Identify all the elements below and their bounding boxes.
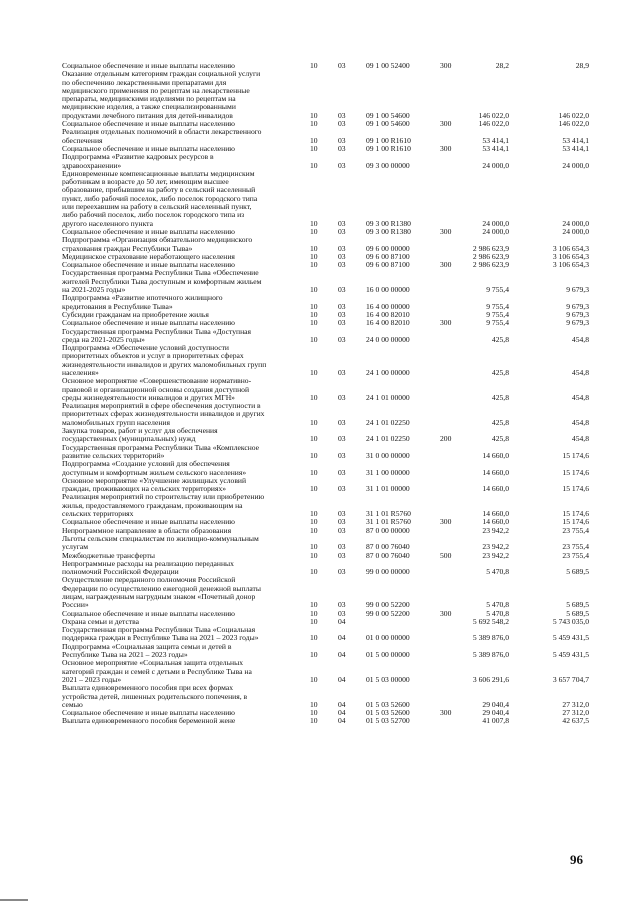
row-amount-year2: 3 106 654,3	[552, 243, 589, 253]
table-row	[0, 128, 640, 145]
row-name: Единовременные компенсационные выплаты медицинским работникам в возрасте до 50 лет, имеющим высшее образование, прибывшим на работу в сельский населенный пункт, либо рабочий поселок, либо поселок городского типа или переехавшим на работу в сельский населенный пункт, либо рабочий поселок, либо поселок городского типа из другого населенного пункта	[62, 168, 258, 228]
row-target-code: 09 6 00 00000	[366, 243, 410, 253]
row-amount-year2: 9 679,3	[566, 301, 589, 311]
row-name: Подпрограмма «Социальная защита семьи и детей в Республике Тыва на 2021 – 2023 годы»	[62, 641, 232, 660]
row-amount-year2: 23 755,4	[562, 525, 589, 535]
row-section: 10	[310, 160, 318, 170]
budget-table	[0, 62, 640, 726]
row-subsection: 03	[338, 160, 346, 170]
row-name: Реализация отдельных полномочий в области лекарственного обеспечения	[62, 127, 262, 145]
row-section: 10	[310, 600, 318, 610]
table-row	[0, 460, 640, 477]
row-amount-year1: 425,8	[491, 434, 509, 444]
table-row	[0, 576, 640, 609]
table-row	[0, 377, 640, 402]
row-target-code: 99 0 00 52200	[366, 608, 410, 618]
row-amount-year1: 23 942,2	[482, 542, 509, 552]
row-section: 10	[310, 417, 318, 427]
row-name: Медицинское страхование неработающего населения	[62, 251, 235, 261]
row-amount-year1: 53 414,1	[482, 135, 509, 145]
row-name: Субсидии гражданам на приобретение жилья	[62, 309, 209, 319]
row-subsection: 03	[338, 119, 346, 129]
row-expense-type: 300	[440, 260, 452, 270]
row-amount-year2: 146 022,0	[558, 110, 589, 120]
row-amount-year2: 9 679,3	[566, 285, 589, 295]
row-amount-year1: 425,8	[491, 367, 509, 377]
row-amount-year2: 15 174,6	[562, 450, 589, 460]
row-subsection: 03	[338, 509, 346, 519]
row-target-code: 87 0 00 76040	[366, 542, 410, 552]
table-row	[0, 659, 640, 684]
row-name: Подпрограмма «Развитие кадровых ресурсов в здравоохранении»	[62, 152, 214, 170]
table-row	[0, 493, 640, 518]
row-section: 10	[310, 509, 318, 519]
row-amount-year2: 5 459 431,5	[552, 633, 589, 643]
row-section: 10	[310, 450, 318, 460]
row-section: 10	[310, 110, 318, 120]
table-row	[0, 269, 640, 294]
row-amount-year2: 42 637,5	[562, 716, 589, 726]
row-target-code: 09 6 00 87100	[366, 251, 410, 261]
row-subsection: 03	[338, 135, 346, 145]
row-target-code: 01 5 00 00000	[366, 650, 410, 660]
row-expense-type: 500	[440, 550, 452, 560]
row-amount-year2: 9 679,3	[566, 309, 589, 319]
row-amount-year1: 9 755,4	[486, 301, 509, 311]
row-target-code: 24 1 01 00000	[366, 392, 410, 402]
row-target-code: 24 1 01 02250	[366, 434, 410, 444]
row-subsection: 03	[338, 608, 346, 618]
row-name: Социальное обеспечение и иные выплаты населению	[62, 517, 235, 527]
table-row	[0, 643, 640, 660]
row-subsection: 04	[338, 616, 346, 626]
row-amount-year2: 454,8	[571, 417, 589, 427]
row-expense-type: 300	[440, 226, 452, 236]
row-section: 10	[310, 251, 318, 261]
row-amount-year2: 9 679,3	[566, 318, 589, 328]
row-name: Социальное обеспечение и иные выплаты населению	[62, 608, 235, 618]
scan-mark	[0, 899, 28, 901]
row-section: 10	[310, 260, 318, 270]
row-target-code: 31 0 00 00000	[366, 450, 410, 460]
row-section: 10	[310, 243, 318, 253]
row-name: Межбюджетные трансферты	[62, 550, 155, 560]
row-amount-year2: 53 414,1	[562, 135, 589, 145]
row-subsection: 03	[338, 367, 346, 377]
row-name: Подпрограмма «Организация обязательного медицинского страхования граждан Республики Тыва»	[62, 235, 253, 253]
row-section: 10	[310, 309, 318, 319]
row-amount-year2: 454,8	[571, 434, 589, 444]
row-amount-year2: 27 312,0	[562, 708, 589, 718]
row-amount-year2: 15 174,6	[562, 484, 589, 494]
row-subsection: 04	[338, 699, 346, 709]
row-section: 10	[310, 392, 318, 402]
row-subsection: 03	[338, 61, 346, 70]
row-subsection: 03	[338, 550, 346, 560]
row-amount-year2: 146 022,0	[558, 119, 589, 129]
row-target-code: 31 1 01 R5760	[366, 509, 411, 519]
row-name: Социальное обеспечение и иные выплаты населению	[62, 61, 235, 70]
table-row	[0, 236, 640, 253]
row-amount-year1: 9 755,4	[486, 318, 509, 328]
row-amount-year2: 28,9	[575, 61, 589, 70]
row-target-code: 99 0 00 52200	[366, 600, 410, 610]
row-name: Реализация мероприятий по строительству или приобретению жилья, предоставляемого гражданам, проживающим на сельских территориях	[62, 492, 265, 519]
row-expense-type: 300	[440, 119, 452, 129]
row-expense-type: 300	[440, 143, 452, 153]
row-name: Социальное обеспечение и иные выплаты населению	[62, 260, 235, 270]
row-subsection: 03	[338, 567, 346, 577]
table-row	[0, 477, 640, 494]
table-row	[0, 717, 640, 725]
row-subsection: 03	[338, 243, 346, 253]
row-amount-year1: 9 755,4	[486, 309, 509, 319]
row-subsection: 03	[338, 417, 346, 427]
row-expense-type: 300	[440, 517, 452, 527]
row-name: Оказание отдельным категориям граждан социальной услуги по обеспечению лекарственными препаратами для медицинского применения по рецептам на лекарственные препараты, медицинскими изделиями по рецептам на медицинские изделия, а также специализированными продуктами лечебного питания для детей-инвалидов	[62, 69, 261, 120]
row-target-code: 09 3 00 00000	[366, 160, 410, 170]
row-section: 10	[310, 434, 318, 444]
row-amount-year1: 5 692 548,2	[472, 616, 509, 626]
row-section: 10	[310, 525, 318, 535]
row-target-code: 87 0 00 76040	[366, 550, 410, 560]
row-amount-year1: 23 942,2	[482, 525, 509, 535]
row-subsection: 03	[338, 110, 346, 120]
row-name: Подпрограмма «Обеспечение условий доступности приоритетных объектов и услуг в приоритетных сферах жизнедеятельности инвалидов и других маломобильных групп населения»	[62, 343, 267, 377]
row-amount-year1: 53 414,1	[482, 143, 509, 153]
row-subsection: 03	[338, 218, 346, 228]
row-section: 10	[310, 218, 318, 228]
row-target-code: 99 0 00 00000	[366, 567, 410, 577]
row-amount-year2: 15 174,6	[562, 517, 589, 527]
row-subsection: 03	[338, 525, 346, 535]
row-amount-year1: 5 470,8	[486, 567, 509, 577]
row-target-code: 09 1 00 54600	[366, 110, 410, 120]
row-section: 10	[310, 650, 318, 660]
table-row	[0, 444, 640, 461]
page-number: 96	[570, 852, 583, 867]
row-section: 10	[310, 517, 318, 527]
row-amount-year1: 425,8	[491, 417, 509, 427]
table-row	[0, 684, 640, 709]
row-subsection: 04	[338, 633, 346, 643]
table-row	[0, 153, 640, 170]
table-row	[0, 70, 640, 120]
row-section: 10	[310, 467, 318, 477]
row-name: Социальное обеспечение и иные выплаты населению	[62, 318, 235, 328]
row-subsection: 04	[338, 716, 346, 726]
row-target-code: 24 1 00 00000	[366, 367, 410, 377]
row-amount-year1: 5 470,8	[486, 608, 509, 618]
row-amount-year1: 3 606 291,6	[472, 674, 509, 684]
row-expense-type: 300	[440, 318, 452, 328]
row-amount-year2: 454,8	[571, 392, 589, 402]
row-section: 10	[310, 61, 318, 70]
row-amount-year2: 5 743 035,0	[552, 616, 589, 626]
row-amount-year1: 2 986 623,9	[472, 243, 509, 253]
row-target-code: 01 5 03 52600	[366, 708, 410, 718]
row-name: Непрограммные расходы на реализацию переданных полномочий Российской Федерации	[62, 558, 234, 577]
row-target-code: 24 1 01 02250	[366, 417, 410, 427]
row-subsection: 03	[338, 542, 346, 552]
row-target-code: 09 1 00 R1610	[366, 143, 411, 153]
row-name: Выплата единовременного пособия беременной жене	[62, 716, 236, 726]
row-amount-year1: 28,2	[495, 61, 509, 70]
row-amount-year2: 5 689,5	[566, 600, 589, 610]
row-target-code: 09 6 00 87100	[366, 260, 410, 270]
row-amount-year2: 15 174,6	[562, 509, 589, 519]
row-subsection: 03	[338, 251, 346, 261]
table-row	[0, 328, 640, 345]
table-row	[0, 427, 640, 444]
row-amount-year1: 29 040,4	[482, 708, 509, 718]
row-amount-year1: 425,8	[491, 334, 509, 344]
row-amount-year1: 14 660,0	[482, 509, 509, 519]
row-section: 10	[310, 143, 318, 153]
row-amount-year2: 15 174,6	[562, 467, 589, 477]
row-section: 10	[310, 567, 318, 577]
row-amount-year2: 5 689,5	[566, 608, 589, 618]
row-amount-year1: 146 022,0	[478, 119, 509, 129]
row-subsection: 03	[338, 318, 346, 328]
row-target-code: 31 1 01 R5760	[366, 517, 411, 527]
row-amount-year1: 425,8	[491, 392, 509, 402]
row-section: 10	[310, 674, 318, 684]
table-row	[0, 402, 640, 427]
row-amount-year1: 41 007,8	[482, 716, 509, 726]
row-name: Подпрограмма «Создание условий для обеспечения доступным и комфортным жильем сельского населения»	[62, 459, 247, 477]
row-amount-year2: 3 106 654,3	[552, 260, 589, 270]
row-name: Охрана семьи и детства	[62, 616, 139, 626]
row-target-code: 16 4 00 82010	[366, 309, 410, 319]
row-name: Государственная программа Республики Тыва «Обеспечение жителей Республики Тыва доступным и комфортным жильем на 2021-2025 годы»	[62, 268, 262, 295]
table-row	[0, 535, 640, 552]
row-amount-year2: 3 657 704,7	[552, 674, 589, 684]
row-section: 10	[310, 542, 318, 552]
row-section: 10	[310, 135, 318, 145]
row-section: 10	[310, 699, 318, 709]
row-amount-year1: 14 660,0	[482, 467, 509, 477]
row-subsection: 03	[338, 392, 346, 402]
row-subsection: 03	[338, 334, 346, 344]
row-target-code: 09 1 00 R1610	[366, 135, 411, 145]
row-amount-year1: 146 022,0	[478, 110, 509, 120]
row-target-code: 09 3 00 R1380	[366, 218, 411, 228]
row-subsection: 03	[338, 260, 346, 270]
row-name: Льготы сельским специалистам по жилищно-коммунальным услугам	[62, 533, 259, 552]
row-name: Основное мероприятие «Совершенствование нормативно- правовой и организационной основы создания доступной среды жизнедеятельности инвалидов и других МГН»	[62, 376, 252, 402]
row-name: Основное мероприятие «Улучшение жилищных условий граждан, проживающих на сельских территориях»	[62, 475, 247, 494]
row-name: Социальное обеспечение и иные выплаты населению	[62, 143, 235, 153]
row-subsection: 03	[338, 301, 346, 311]
row-amount-year1: 2 986 623,9	[472, 251, 509, 261]
row-name: Государственная программа Республики Тыва «Доступная среда на 2021-2025 годы»	[62, 326, 252, 344]
row-section: 10	[310, 608, 318, 618]
row-amount-year2: 23 755,4	[562, 542, 589, 552]
row-amount-year2: 3 106 654,3	[552, 251, 589, 261]
row-expense-type: 300	[440, 708, 452, 718]
row-target-code: 16 4 00 00000	[366, 301, 410, 311]
row-name: Непрограммное направление в области образования	[62, 525, 232, 535]
row-amount-year1: 2 986 623,9	[472, 260, 509, 270]
row-target-code: 24 0 00 00000	[366, 334, 410, 344]
row-amount-year1: 14 660,0	[482, 517, 509, 527]
row-target-code: 31 1 01 00000	[366, 484, 410, 494]
row-name: Основное мероприятие «Социальная защита отдельных категорий граждан и семей с детьми в Республике Тыва на 2021 – 2023 годы»	[62, 658, 252, 684]
row-target-code: 09 3 00 R1380	[366, 226, 411, 236]
row-target-code: 01 5 03 00000	[366, 674, 410, 684]
table-row	[0, 294, 640, 311]
row-amount-year1: 5 470,8	[486, 600, 509, 610]
row-name: Социальное обеспечение и иные выплаты населению	[62, 226, 235, 236]
row-subsection: 03	[338, 226, 346, 236]
row-subsection: 04	[338, 708, 346, 718]
row-name: Реализация мероприятий в сфере обеспечения доступности в приоритетных сферах жизнедеятельности инвалидов и других маломобильных групп населения	[62, 401, 265, 427]
row-name: Подпрограмма «Развитие ипотечного жилищного кредитования в Республике Тыва»	[62, 293, 223, 311]
row-amount-year1: 29 040,4	[482, 699, 509, 709]
row-amount-year1: 24 000,0	[482, 218, 509, 228]
row-expense-type: 300	[440, 608, 452, 618]
row-target-code: 16 4 00 82010	[366, 318, 410, 328]
row-section: 10	[310, 716, 318, 726]
row-amount-year2: 454,8	[571, 334, 589, 344]
row-expense-type: 200	[440, 434, 452, 444]
row-section: 10	[310, 119, 318, 129]
row-subsection: 03	[338, 600, 346, 610]
row-name: Социальное обеспечение и иные выплаты населению	[62, 119, 235, 129]
row-amount-year2: 53 414,1	[562, 143, 589, 153]
row-section: 10	[310, 301, 318, 311]
row-subsection: 04	[338, 650, 346, 660]
row-section: 10	[310, 616, 318, 626]
row-section: 10	[310, 285, 318, 295]
row-amount-year1: 14 660,0	[482, 484, 509, 494]
row-amount-year1: 24 000,0	[482, 160, 509, 170]
row-name: Государственная программа Республики Тыва «Социальная поддержка граждан в Республике Тыва на 2021 – 2023 годы»	[62, 625, 259, 643]
row-amount-year1: 5 389 876,0	[472, 650, 509, 660]
table-row	[0, 626, 640, 643]
row-name: Осуществление переданного полномочия Российской Федерации по осуществлению ежегодной денежной выплаты лицам, награжденным нагрудным знаком «Почетный донор России»	[62, 575, 261, 610]
row-subsection: 04	[338, 674, 346, 684]
row-section: 10	[310, 226, 318, 236]
row-name: Государственная программа Республики Тыва «Комплексное развитие сельских территорий»	[62, 442, 260, 460]
row-amount-year2: 23 755,4	[562, 550, 589, 560]
table-row	[0, 560, 640, 577]
row-target-code: 16 0 00 00000	[366, 285, 410, 295]
row-name: Выплата единовременного пособия при всех формах устройства детей, лишенных родительского попечения, в семью	[62, 683, 248, 709]
row-name: Социальное обеспечение и иные выплаты населению	[62, 708, 235, 718]
row-subsection: 03	[338, 143, 346, 153]
table-row	[0, 344, 640, 377]
row-section: 10	[310, 334, 318, 344]
row-amount-year1: 5 389 876,0	[472, 633, 509, 643]
row-section: 10	[310, 484, 318, 494]
row-subsection: 03	[338, 450, 346, 460]
row-section: 10	[310, 633, 318, 643]
row-section: 10	[310, 708, 318, 718]
row-subsection: 03	[338, 484, 346, 494]
table-row	[0, 170, 640, 228]
row-expense-type: 300	[440, 61, 452, 70]
row-amount-year1: 9 755,4	[486, 285, 509, 295]
row-target-code: 09 1 00 52400	[366, 61, 410, 70]
row-section: 10	[310, 550, 318, 560]
row-section: 10	[310, 367, 318, 377]
row-amount-year2: 27 312,0	[562, 699, 589, 709]
row-subsection: 03	[338, 434, 346, 444]
row-amount-year2: 5 459 431,5	[552, 650, 589, 660]
row-target-code: 01 5 03 52700	[366, 716, 410, 726]
row-section: 10	[310, 318, 318, 328]
row-target-code: 01 5 03 52600	[366, 699, 410, 709]
row-name: Закупка товаров, работ и услуг для обеспечения государственных (муниципальных) нужд	[62, 426, 218, 444]
row-amount-year2: 5 689,5	[566, 567, 589, 577]
row-subsection: 03	[338, 285, 346, 295]
row-subsection: 03	[338, 467, 346, 477]
row-target-code: 87 0 00 00000	[366, 525, 410, 535]
row-amount-year2: 24 000,0	[562, 218, 589, 228]
row-amount-year1: 14 660,0	[482, 450, 509, 460]
row-subsection: 03	[338, 309, 346, 319]
row-subsection: 03	[338, 517, 346, 527]
row-amount-year2: 454,8	[571, 367, 589, 377]
row-amount-year2: 24 000,0	[562, 160, 589, 170]
row-amount-year2: 24 000,0	[562, 226, 589, 236]
row-target-code: 31 1 00 00000	[366, 467, 410, 477]
row-target-code: 01 0 00 00000	[366, 633, 410, 643]
row-amount-year1: 23 942,2	[482, 550, 509, 560]
row-amount-year1: 24 000,0	[482, 226, 509, 236]
row-target-code: 09 1 00 54600	[366, 119, 410, 129]
